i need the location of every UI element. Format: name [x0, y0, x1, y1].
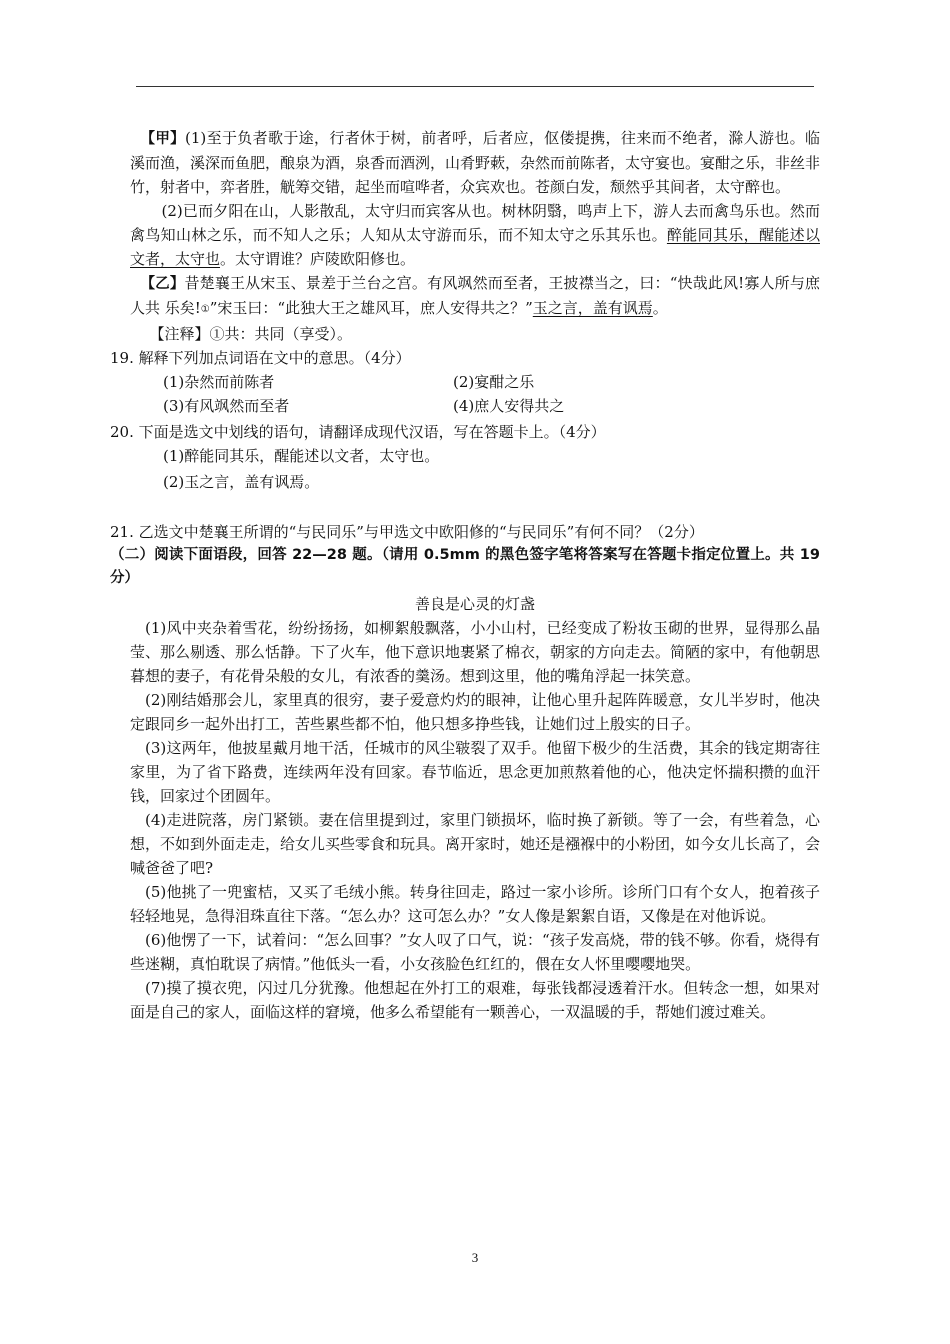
yi-underlined: 玉之言，盖有讽焉 [532, 299, 653, 317]
question-20-item: (1)醉能同其乐，醒能述以文者，太守也。 [163, 447, 440, 465]
page-content [110, 126, 821, 1024]
story-paragraph: (7)摸了摸衣兜，闪过几分犹豫。他想起在外打工的艰难，每张钱都浸透着汗水。但转念一想，如果对面是自己的家人，面临这样的窘境，他多么希望能有一颗善心，一双温暖的手，帮她们渡过难关。 [130, 979, 820, 1021]
header-rule [136, 86, 814, 87]
question-19-item: (4)庶人安得共之 [453, 397, 565, 415]
story-paragraph: (5)他挑了一兜蜜桔，又买了毛绒小熊。转身往回走，路过一家小诊所。诊所门口有个女人，抱着孩子轻轻地晃，急得泪珠直往下落。“怎么办？这可怎么办？”女人像是絮絮自语，又像是在对他诉说。 [130, 883, 820, 925]
story-paragraph: (1)风中夹杂着雪花，纷纷扬扬，如柳絮般飘落，小小山村，已经变成了粉妆玉砌的世界，显得那么晶莹、那么剔透、那么恬静。下了火车，他下意识地裹紧了棉衣，朝家的方向走去。简陋的家中，有他朝思暮想的妻子，有花骨朵般的女儿，有浓香的羹汤。想到这里，他的嘴角浮起一抹笑意。 [130, 619, 821, 685]
yi-paragraph [130, 271, 820, 322]
story-paragraph: (2)刚结婚那会儿，家里真的很穷，妻子爱意灼灼的眼神，让他心里升起阵阵暖意，女儿半岁时，他决定跟同乡一起外出打工，苦些累些都不怕，他只想多挣些钱，让她们过上殷实的日子。 [130, 691, 820, 733]
yi-text: 昔楚襄王从宋玉、景差于兰台之宫。有风飒然而至者，王披襟当之，曰：“快哉此风!寡人所与庶人共 乐矣! [130, 274, 821, 317]
question-19-row-1 [130, 370, 820, 394]
question-20-item: (2)玉之言，盖有讽焉。 [163, 473, 320, 491]
annotation [130, 322, 820, 346]
jia-p2-tail: 。太守谓谁？庐陵欧阳修也。 [220, 250, 416, 268]
question-19-row-2 [130, 394, 820, 418]
jia-paragraph-1 [130, 126, 820, 199]
yi-tail: 。 [652, 299, 668, 317]
question-21-stem: 21. 乙选文中楚襄王所谓的“与民同乐”与甲选文中欧阳修的“与民同乐”有何不同？（2分） [110, 523, 704, 541]
question-19-item: (2)宴酣之乐 [453, 373, 535, 391]
story-paragraph: (6)他愣了一下，试着问：“怎么回事？”女人叹了口气，说：“孩子发高烧，带的钱不够。你看，烧得有些迷糊，真怕耽误了病情。”他低头一看，小女孩脸色红红的，偎在女人怀里嘤嘤地哭。 [130, 931, 820, 973]
question-19-item: (1)杂然而前陈者 [163, 373, 275, 391]
annotation-label: 【注释】 [149, 325, 210, 343]
jia-p2-underlined: 醉能同其乐，醒能述以文者，太守也 [130, 226, 820, 268]
question-19-item: (3)有风飒然而至者 [163, 397, 290, 415]
spacer [130, 494, 820, 516]
story-paragraph: (3)这两年，他披星戴月地干活，任城市的风尘皲裂了双手。他留下极少的生活费，其余的钱定期寄往家里，为了省下路费，连续两年没有回家。春节临近，思念更加煎熬着他的心，他决定怀揣积攒的血汗钱，回家过个团圆年。 [130, 739, 820, 805]
question-20-stem: 20. 下面是选文中划线的语句，请翻译成现代汉语，写在答题卡上。（4分） [110, 423, 606, 441]
yi-text-2: ”宋玉曰：“此独大王之雄风耳，庶人安得共之？” [209, 299, 533, 317]
jia-label: 【甲】 [140, 131, 186, 147]
annotation-text: ①共：共同（享受）。 [209, 325, 353, 343]
section-2-heading: （二）阅读下面语段，回答 22—28 题。（请用 0.5mm 的黑色签字笔将答案写在答题卡指定位置上。共 19 分） [110, 547, 820, 586]
yi-note-mark: ① [200, 304, 210, 315]
yi-label: 【乙】 [140, 276, 185, 292]
question-19-stem: 19. 解释下列加点词语在文中的意思。（4分） [110, 349, 411, 367]
story-paragraph: (4)走进院落，房门紧锁。妻在信里提到过，家里门锁损坏，临时换了新锁。等了一会，有些着急，心想，不如到外面走走，给女儿买些零食和玩具。离开家时，她还是襁褓中的小粉团，如今女儿长高了，会喊爸爸了吧? [130, 811, 821, 877]
jia-paragraph-2 [130, 199, 820, 271]
page-number: 3 [471, 1250, 479, 1265]
jia-p1-text: (1)至于负者歌于途，行者休于树，前者呼，后者应，伛偻提携，往来而不绝者，滁人游也。临溪而渔，溪深而鱼肥，酿泉为酒，泉香而酒洌，山肴野蔌，杂然而前陈者，太守宴也。宴酣之乐，非丝非竹，射者中，弈者胜，觥筹交错，起坐而喧哗者，众宾欢也。苍颜白发，颓然乎其间者，太守醉也。 [130, 129, 821, 196]
jia-p2-text: (2)已而夕阳在山，人影散乱，太守归而宾客从也。树林阴翳，鸣声上下，游人去而禽鸟乐也。然而禽鸟知山林之乐，而不知人之乐；人知从太守游而乐，而不知太守之乐其乐也。 [130, 202, 820, 244]
story-title: 善良是心灵的灯盏 [414, 595, 535, 613]
